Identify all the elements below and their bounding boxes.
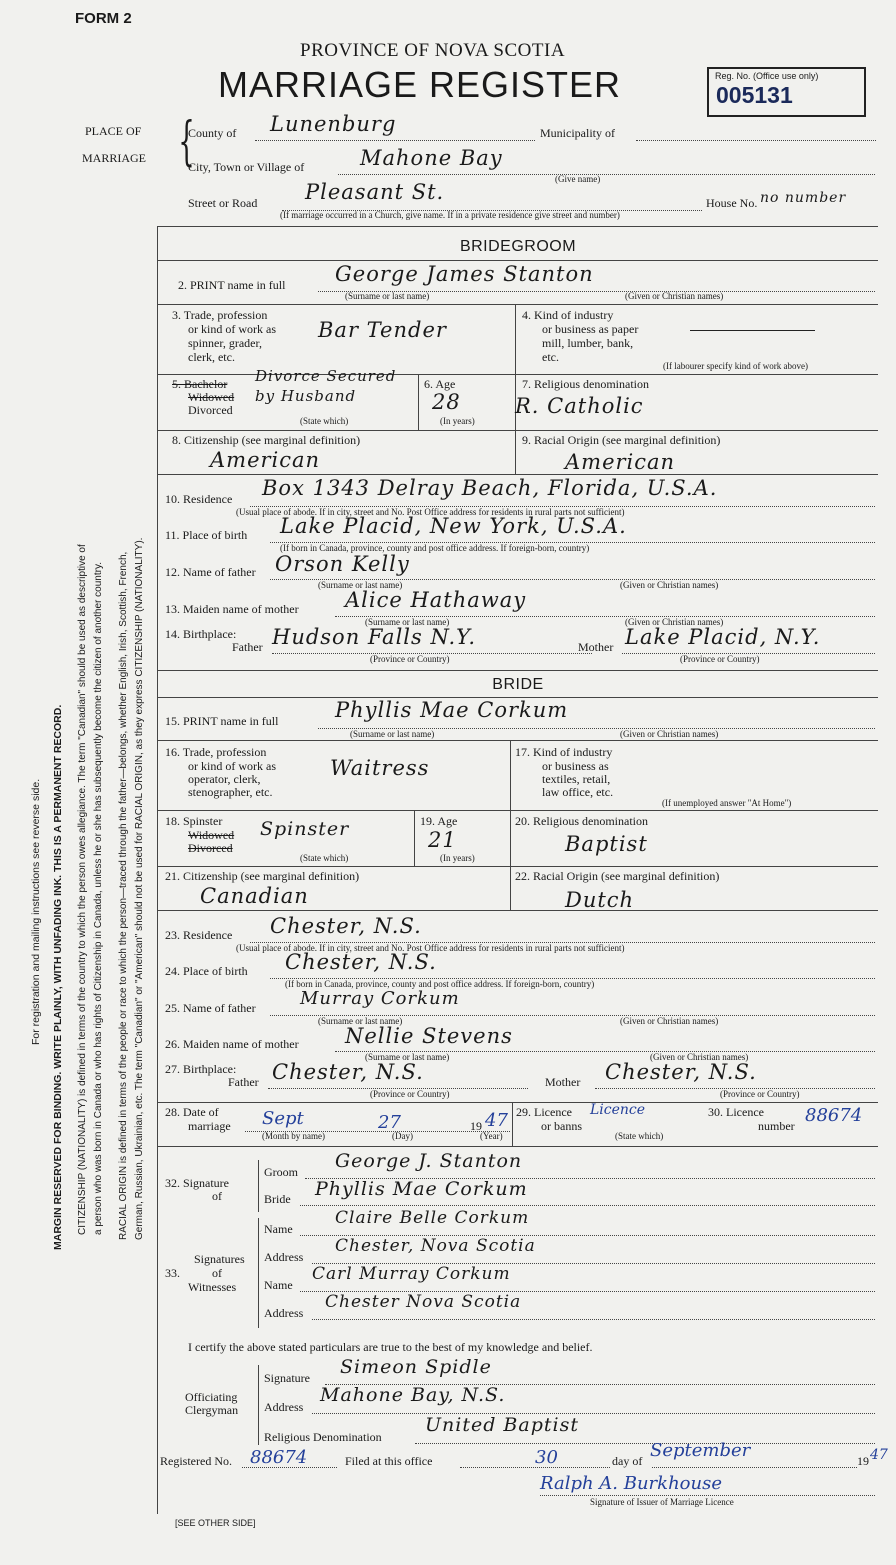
q8-label: 8. Citizenship (see marginal definition) xyxy=(172,433,361,447)
q4-label-3: mill, lumber, bank, xyxy=(542,336,634,350)
marriage-month-value: Sept xyxy=(262,1108,304,1129)
see-other-side: [SEE OTHER SIDE] xyxy=(175,1518,256,1528)
province-heading: PROVINCE OF NOVA SCOTIA xyxy=(300,40,566,61)
q24-label: 24. Place of birth xyxy=(165,964,248,978)
q17-label-2: or business as xyxy=(542,759,609,773)
bride-mother-value: Nellie Stevens xyxy=(345,1024,513,1048)
q21-label: 21. Citizenship (see marginal definition) xyxy=(165,869,360,883)
bride-age-value: 21 xyxy=(428,828,457,852)
q4-label-1: 4. Kind of industry xyxy=(522,308,614,322)
q4-label-2: or business as paper xyxy=(542,322,639,336)
bride-citizenship-value: Canadian xyxy=(200,884,309,908)
filed-year-value: 47 xyxy=(870,1447,888,1463)
q14-label: 14. Birthplace: xyxy=(165,627,237,641)
licence-number-value: 88674 xyxy=(805,1105,863,1126)
q23-label: 23. Residence xyxy=(165,928,233,942)
q4-label-4: etc. xyxy=(542,350,559,364)
reg-number-label: Reg. No. (Office use only) xyxy=(715,71,819,81)
q5-bachelor: 5. Bachelor xyxy=(172,377,228,391)
certify-statement: I certify the above stated particulars are true to the best of my knowledge and belief. xyxy=(188,1340,593,1354)
q10-label: 10. Residence xyxy=(165,492,233,506)
q17-label-4: law office, etc. xyxy=(542,785,614,799)
q27-mother-prov-note: (Province or Country) xyxy=(720,1089,800,1099)
street-label: Street or Road xyxy=(188,196,258,210)
registered-label: Registered No. xyxy=(160,1454,232,1468)
w1-address-value: Chester, Nova Scotia xyxy=(335,1236,536,1256)
q14-mother-prov-note: (Province or Country) xyxy=(680,654,760,664)
q30-label-1: 30. Licence xyxy=(708,1105,764,1119)
q14-father-label: Father xyxy=(232,640,263,654)
bride-residence-value: Chester, N.S. xyxy=(270,914,422,938)
marriage-label: MARRIAGE xyxy=(82,151,147,165)
q4-dash-mark xyxy=(690,330,815,331)
q19-years-note: (In years) xyxy=(440,853,475,863)
q12-label: 12. Name of father xyxy=(165,565,256,579)
county-value: Lunenburg xyxy=(270,112,397,136)
day-note: (Day) xyxy=(392,1131,413,1141)
give-name-note: (Give name) xyxy=(555,174,601,184)
q2-label: 2. PRINT name in full xyxy=(178,278,286,292)
father-surname-note: (Surname or last name) xyxy=(318,580,403,590)
q4-note: (If labourer specify kind of work above) xyxy=(663,361,808,371)
w2-name-value: Carl Murray Corkum xyxy=(312,1264,511,1284)
father-given-note: (Given or Christian names) xyxy=(620,580,719,590)
q3-label-4: clerk, etc. xyxy=(188,350,235,364)
document-title: MARRIAGE REGISTER xyxy=(218,64,622,105)
bride-racial-value: Dutch xyxy=(565,888,635,912)
clergy-denomination-value: United Baptist xyxy=(425,1414,579,1436)
state-which-note: (State which) xyxy=(615,1131,664,1141)
city-label: City, Town or Village of xyxy=(188,160,305,174)
bride-mother-given-note: (Given or Christian names) xyxy=(650,1052,749,1062)
w2-name-label: Name xyxy=(264,1278,293,1292)
bride-surname-note: (Surname or last name) xyxy=(350,729,435,739)
q27-label: 27. Birthplace: xyxy=(165,1062,237,1076)
q6-label: 6. Age xyxy=(424,377,456,391)
w2-address-value: Chester Nova Scotia xyxy=(325,1292,522,1312)
q28-label-2: marriage xyxy=(188,1119,231,1133)
groom-father-value: Orson Kelly xyxy=(275,552,410,576)
bride-mother-birthplace-value: Chester, N.S. xyxy=(605,1060,757,1084)
groom-surname-note: (Surname or last name) xyxy=(345,291,430,301)
officiating-label-2: Clergyman xyxy=(185,1403,239,1417)
street-note: (If marriage occurred in a Church, give name. If in a private residence give street and number) xyxy=(280,210,620,220)
filed-year-prefix: 19 xyxy=(857,1454,869,1468)
q26-label: 26. Maiden name of mother xyxy=(165,1037,299,1051)
q16-label-1: 16. Trade, profession xyxy=(165,745,267,759)
w1-name-label: Name xyxy=(264,1222,293,1236)
bride-trade-value: Waitress xyxy=(330,756,430,780)
q30-label-2: number xyxy=(758,1119,795,1133)
filed-month-value: September xyxy=(650,1440,751,1461)
bride-status-value: Spinster xyxy=(260,818,350,840)
municipality-label: Municipality of xyxy=(540,126,615,140)
q14-father-prov-note: (Province or Country) xyxy=(370,654,450,664)
q5-widowed: Widowed xyxy=(188,390,235,404)
q18-divorced: Divorced xyxy=(188,841,233,855)
q6-years-note: (In years) xyxy=(440,416,475,426)
q16-label-2: or kind of work as xyxy=(188,759,276,773)
bride-residence-note: (Usual place of abode. If in city, street and No. Post Office address for residents in rural parts not sufficient) xyxy=(236,943,625,953)
q29-label-2: or banns xyxy=(541,1119,582,1133)
q18-spinster: 18. Spinster xyxy=(165,814,223,828)
q27-father-prov-note: (Province or Country) xyxy=(370,1089,450,1099)
bride-father-value: Murray Corkum xyxy=(300,988,460,1009)
q15-label: 15. PRINT name in full xyxy=(165,714,279,728)
margin-line-4: a person who was born in Canada or who has rights of Citizenship in Canada, unless he or she has subsequently become the citizen of another country. xyxy=(93,562,104,1235)
q33-label: 33. xyxy=(165,1266,180,1280)
registered-number-value: 88674 xyxy=(250,1447,308,1468)
q13-label: 13. Maiden name of mother xyxy=(165,602,299,616)
groom-religion-value: R. Catholic xyxy=(515,394,644,418)
form-number: FORM 2 xyxy=(75,10,132,27)
groom-citizenship-value: American xyxy=(210,448,321,472)
day-of-label: day of xyxy=(612,1454,643,1468)
groom-signature: George J. Stanton xyxy=(335,1150,523,1172)
groom-sig-label: Groom xyxy=(264,1165,298,1179)
house-value: no number xyxy=(760,190,847,206)
q17-label-1: 17. Kind of industry xyxy=(515,745,613,759)
q29-label-1: 29. Licence xyxy=(516,1105,572,1119)
q32-label-1: 32. Signature xyxy=(165,1176,229,1190)
bride-signature: Phyllis Mae Corkum xyxy=(315,1178,528,1200)
bride-sig-label: Bride xyxy=(264,1192,291,1206)
mother-given-note: (Given or Christian names) xyxy=(625,617,724,627)
bride-heading: BRIDE xyxy=(492,676,544,693)
clergy-address-value: Mahone Bay, N.S. xyxy=(320,1384,506,1406)
groom-trade-value: Bar Tender xyxy=(318,318,447,342)
q11-label: 11. Place of birth xyxy=(165,528,248,542)
q17-note: (If unemployed answer "At Home") xyxy=(662,798,792,808)
clergy-signature-label: Signature xyxy=(264,1371,310,1385)
groom-racial-value: American xyxy=(565,450,676,474)
groom-name-value: George James Stanton xyxy=(335,262,594,286)
q17-label-3: textiles, retail, xyxy=(542,772,611,786)
licence-type-value: Licence xyxy=(590,1102,646,1118)
year-note: (Year) xyxy=(480,1131,503,1141)
w2-address-label: Address xyxy=(264,1306,304,1320)
q22-label: 22. Racial Origin (see marginal definition) xyxy=(515,869,720,883)
bridegroom-heading: BRIDEGROOM xyxy=(459,238,577,255)
reg-number: 005131 xyxy=(716,82,793,108)
issuer-label: Signature of Issuer of Marriage Licence xyxy=(590,1497,734,1507)
bride-religion-value: Baptist xyxy=(565,832,648,856)
q28-label-1: 28. Date of xyxy=(165,1105,219,1119)
q18-widowed: Widowed xyxy=(188,828,235,842)
q32-label-2: of xyxy=(212,1189,222,1203)
margin-line-6: German, Russian, Ukrainian, etc. The term "Canadian" or "American" should not be used for RACIAL ORIGIN, as they express CITIZENSHIP (NATIONALITY). xyxy=(134,537,145,1240)
bride-name-value: Phyllis Mae Corkum xyxy=(335,698,569,722)
month-note: (Month by name) xyxy=(262,1131,325,1141)
q16-label-3: operator, clerk, xyxy=(188,772,261,786)
marriage-day-value: 27 xyxy=(378,1112,401,1133)
clergy-signature: Simeon Spidle xyxy=(340,1356,492,1378)
filed-label: Filed at this office xyxy=(345,1454,433,1468)
q7-label: 7. Religious denomination xyxy=(522,377,649,391)
marriage-year-prefix: 19 xyxy=(470,1119,482,1133)
street-value: Pleasant St. xyxy=(305,180,445,204)
groom-father-birthplace-value: Hudson Falls N.Y. xyxy=(272,625,476,649)
q33-witnesses: Witnesses xyxy=(188,1280,237,1294)
margin-line-2: MARGIN RESERVED FOR BINDING. WRITE PLAINLY, WITH UNFADING INK. THIS IS A PERMANENT RECORD. xyxy=(52,704,64,1250)
bride-given-note: (Given or Christian names) xyxy=(620,729,719,739)
groom-given-note: (Given or Christian names) xyxy=(625,291,724,301)
groom-age-value: 28 xyxy=(432,390,461,414)
q20-label: 20. Religious denomination xyxy=(515,814,648,828)
w1-name-value: Claire Belle Corkum xyxy=(335,1208,530,1228)
mother-surname-note: (Surname or last name) xyxy=(365,617,450,627)
filed-day-value: 30 xyxy=(535,1447,558,1468)
place-of-label: PLACE OF xyxy=(85,124,142,138)
q19-label: 19. Age xyxy=(420,814,458,828)
groom-mother-value: Alice Hathaway xyxy=(345,588,527,612)
bride-father-birthplace-value: Chester, N.S. xyxy=(272,1060,424,1084)
issuer-signature: Ralph A. Burkhouse xyxy=(540,1473,722,1494)
q5-divorced: Divorced xyxy=(188,403,233,417)
birth-note: (If born in Canada, province, county and post office address. If foreign-born, country) xyxy=(280,543,590,553)
q33-of: of xyxy=(212,1266,222,1280)
place-brace: { xyxy=(178,112,195,172)
q5-state-note: (State which) xyxy=(300,416,349,426)
q9-label: 9. Racial Origin (see marginal definition) xyxy=(522,433,721,447)
q18-state-note: (State which) xyxy=(300,853,349,863)
q27-mother-label: Mother xyxy=(545,1075,581,1089)
q3-label-3: spinner, grader, xyxy=(188,336,263,350)
margin-line-1: For registration and mailing instructions see reverse side. xyxy=(30,778,42,1045)
q14-mother-label: Mother xyxy=(578,640,614,654)
groom-residence-value: Box 1343 Delray Beach, Florida, U.S.A. xyxy=(262,476,718,500)
q16-label-4: stenographer, etc. xyxy=(188,785,273,799)
q27-father-label: Father xyxy=(228,1075,259,1089)
margin-line-3: CITIZENSHIP (NATIONALITY) is defined in terms of the country to which the person owes allegiance. The term "Canadian" should be used as descriptive of xyxy=(77,544,88,1235)
bride-father-surname-note: (Surname or last name) xyxy=(318,1016,403,1026)
marriage-year-value: 47 xyxy=(485,1110,508,1131)
clergy-address-label: Address xyxy=(264,1400,304,1414)
w1-address-label: Address xyxy=(264,1250,304,1264)
q3-label-2: or kind of work as xyxy=(188,322,276,336)
q3-label-1: 3. Trade, profession xyxy=(172,308,268,322)
bride-father-given-note: (Given or Christian names) xyxy=(620,1016,719,1026)
bride-birthplace-value: Chester, N.S. xyxy=(285,950,437,974)
groom-status-value: Divorce Secured by Husband xyxy=(255,367,397,405)
city-value: Mahone Bay xyxy=(360,146,503,170)
bride-birth-note: (If born in Canada, province, county and post office address. If foreign-born, country) xyxy=(285,979,595,989)
house-label: House No. xyxy=(706,196,758,210)
residence-note: (Usual place of abode. If in city, street and No. Post Office address for residents in rural parts not sufficient) xyxy=(236,507,625,517)
county-label: County of xyxy=(188,126,237,140)
clergy-denomination-label: Religious Denomination xyxy=(264,1430,382,1444)
bride-mother-surname-note: (Surname or last name) xyxy=(365,1052,450,1062)
groom-birthplace-value: Lake Placid, New York, U.S.A. xyxy=(280,514,627,538)
q33-signatures: Signatures xyxy=(194,1252,245,1266)
q25-label: 25. Name of father xyxy=(165,1001,256,1015)
groom-mother-birthplace-value: Lake Placid, N.Y. xyxy=(625,625,821,649)
officiating-label-1: Officiating xyxy=(185,1390,238,1404)
margin-line-5: RACIAL ORIGIN is defined in terms of the people or race to which the person—traced through the father—belongs, whether English, Irish, Scottish, French, xyxy=(118,551,129,1240)
